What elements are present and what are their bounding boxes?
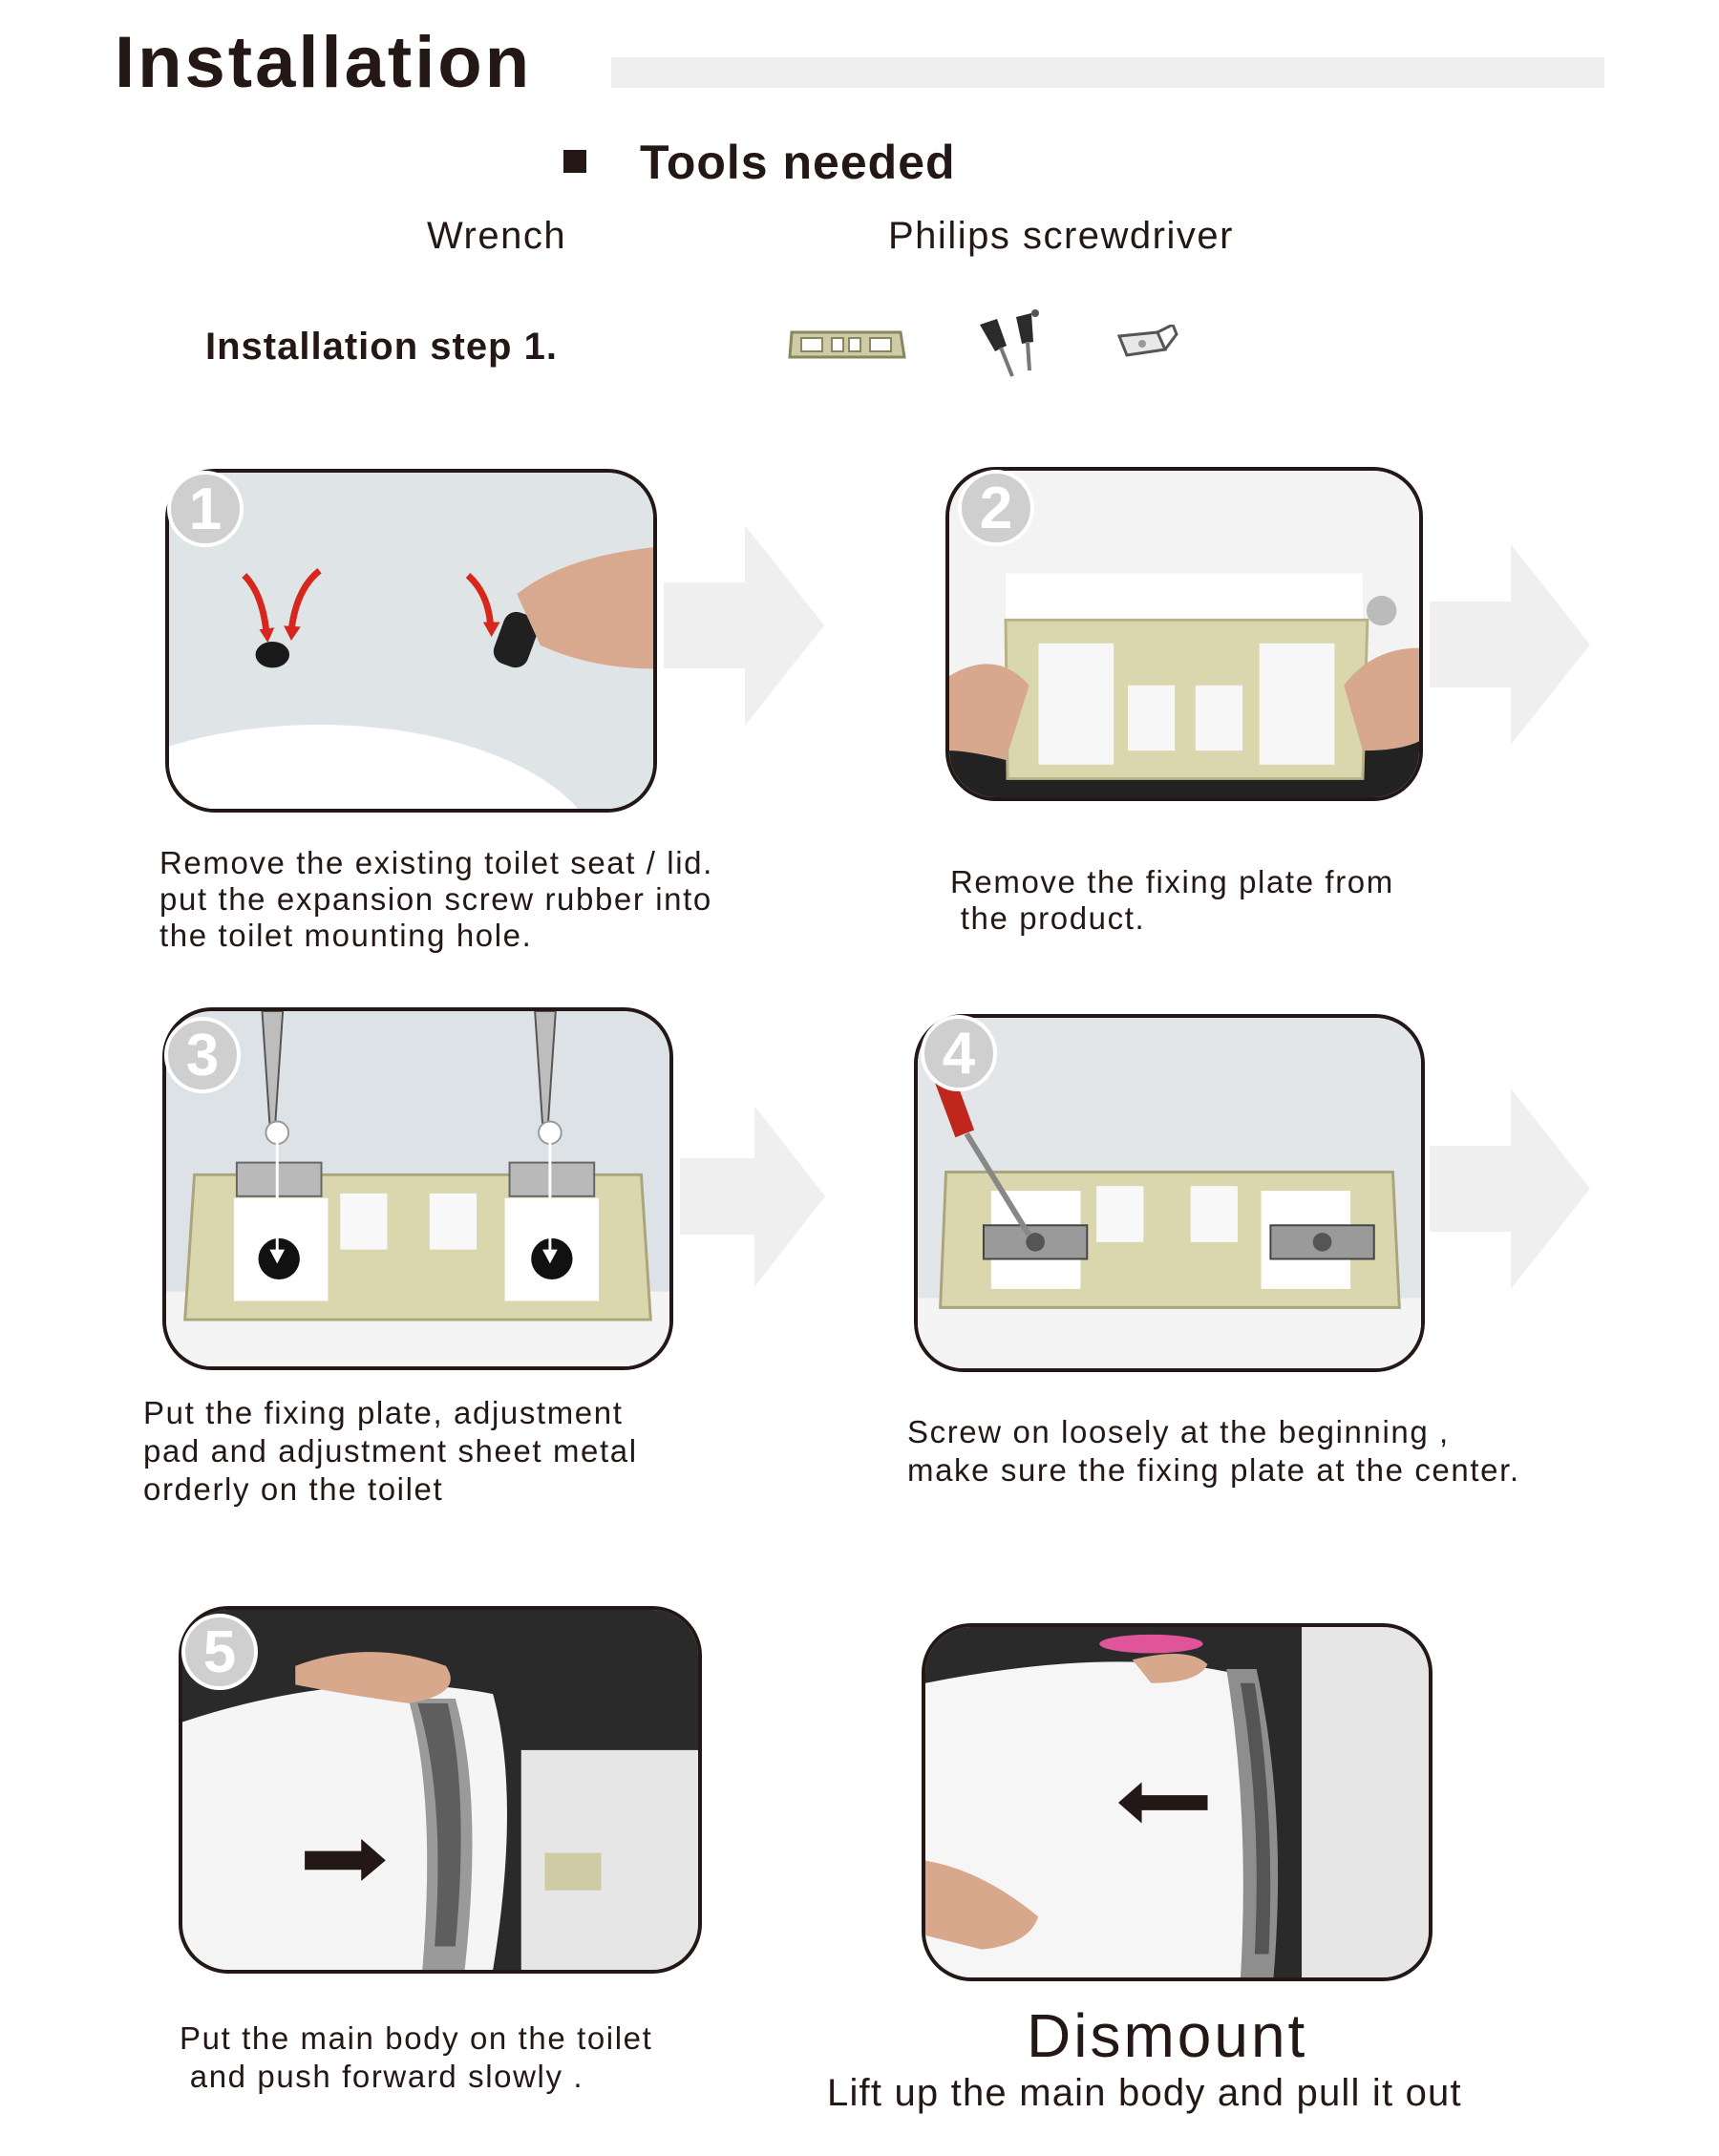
caption-line: put the expansion screw rubber into <box>159 881 712 917</box>
installation-step-heading: Installation step 1. <box>205 326 558 368</box>
caption-line: Remove the fixing plate from <box>950 864 1394 899</box>
caption-line: Remove the existing toilet seat / lid. <box>159 845 713 880</box>
step-4-badge: 4 <box>921 1015 997 1091</box>
dismount-photo <box>922 1623 1432 1981</box>
caption-line: Put the main body on the toilet <box>180 2020 653 2056</box>
arrow-right-icon-1 <box>664 525 824 726</box>
dismount-title: Dismount <box>1027 2001 1308 2070</box>
page-title: Installation <box>115 22 533 103</box>
step-5-badge: 5 <box>181 1614 258 1690</box>
adjustment-sheet-icon <box>1115 325 1178 363</box>
step-4-caption <box>907 1413 1520 1490</box>
tool-wrench-label: Wrench <box>427 215 567 257</box>
step-1-caption <box>159 845 713 954</box>
title-divider-bar <box>611 57 1604 88</box>
tools-heading <box>563 136 956 189</box>
caption-line: the toilet mounting hole. <box>159 918 533 953</box>
tool-screwdriver-label: Philips screwdriver <box>888 215 1234 257</box>
caption-line: and push forward slowly . <box>180 2059 584 2094</box>
step-1-badge: 1 <box>167 471 244 547</box>
caption-line: orderly on the toilet <box>143 1471 444 1507</box>
step-5-caption <box>180 2019 652 2096</box>
dismount-instruction: Lift up the main body and pull it out <box>827 2072 1462 2114</box>
step-2-badge: 2 <box>958 470 1034 546</box>
step-3-caption <box>143 1394 638 1509</box>
tools-heading-text: Tools needed <box>640 136 956 189</box>
caption-line: Put the fixing plate, adjustment <box>143 1395 624 1430</box>
caption-line: the product. <box>950 900 1146 936</box>
caption-line: pad and adjustment sheet metal <box>143 1433 638 1469</box>
step-5-photo <box>179 1606 702 1974</box>
expansion-screws-icon <box>974 307 1050 384</box>
caption-line: Screw on loosely at the beginning , <box>907 1414 1450 1449</box>
square-bullet-icon <box>563 150 586 173</box>
step-3-badge: 3 <box>164 1017 241 1093</box>
step-2-caption <box>950 864 1394 937</box>
arrow-right-icon-2 <box>1430 544 1590 745</box>
arrow-right-icon-3 <box>680 1106 825 1287</box>
arrow-right-icon-4 <box>1430 1089 1590 1289</box>
fixing-plate-icon <box>788 327 906 363</box>
caption-line: make sure the fixing plate at the center. <box>907 1452 1520 1488</box>
